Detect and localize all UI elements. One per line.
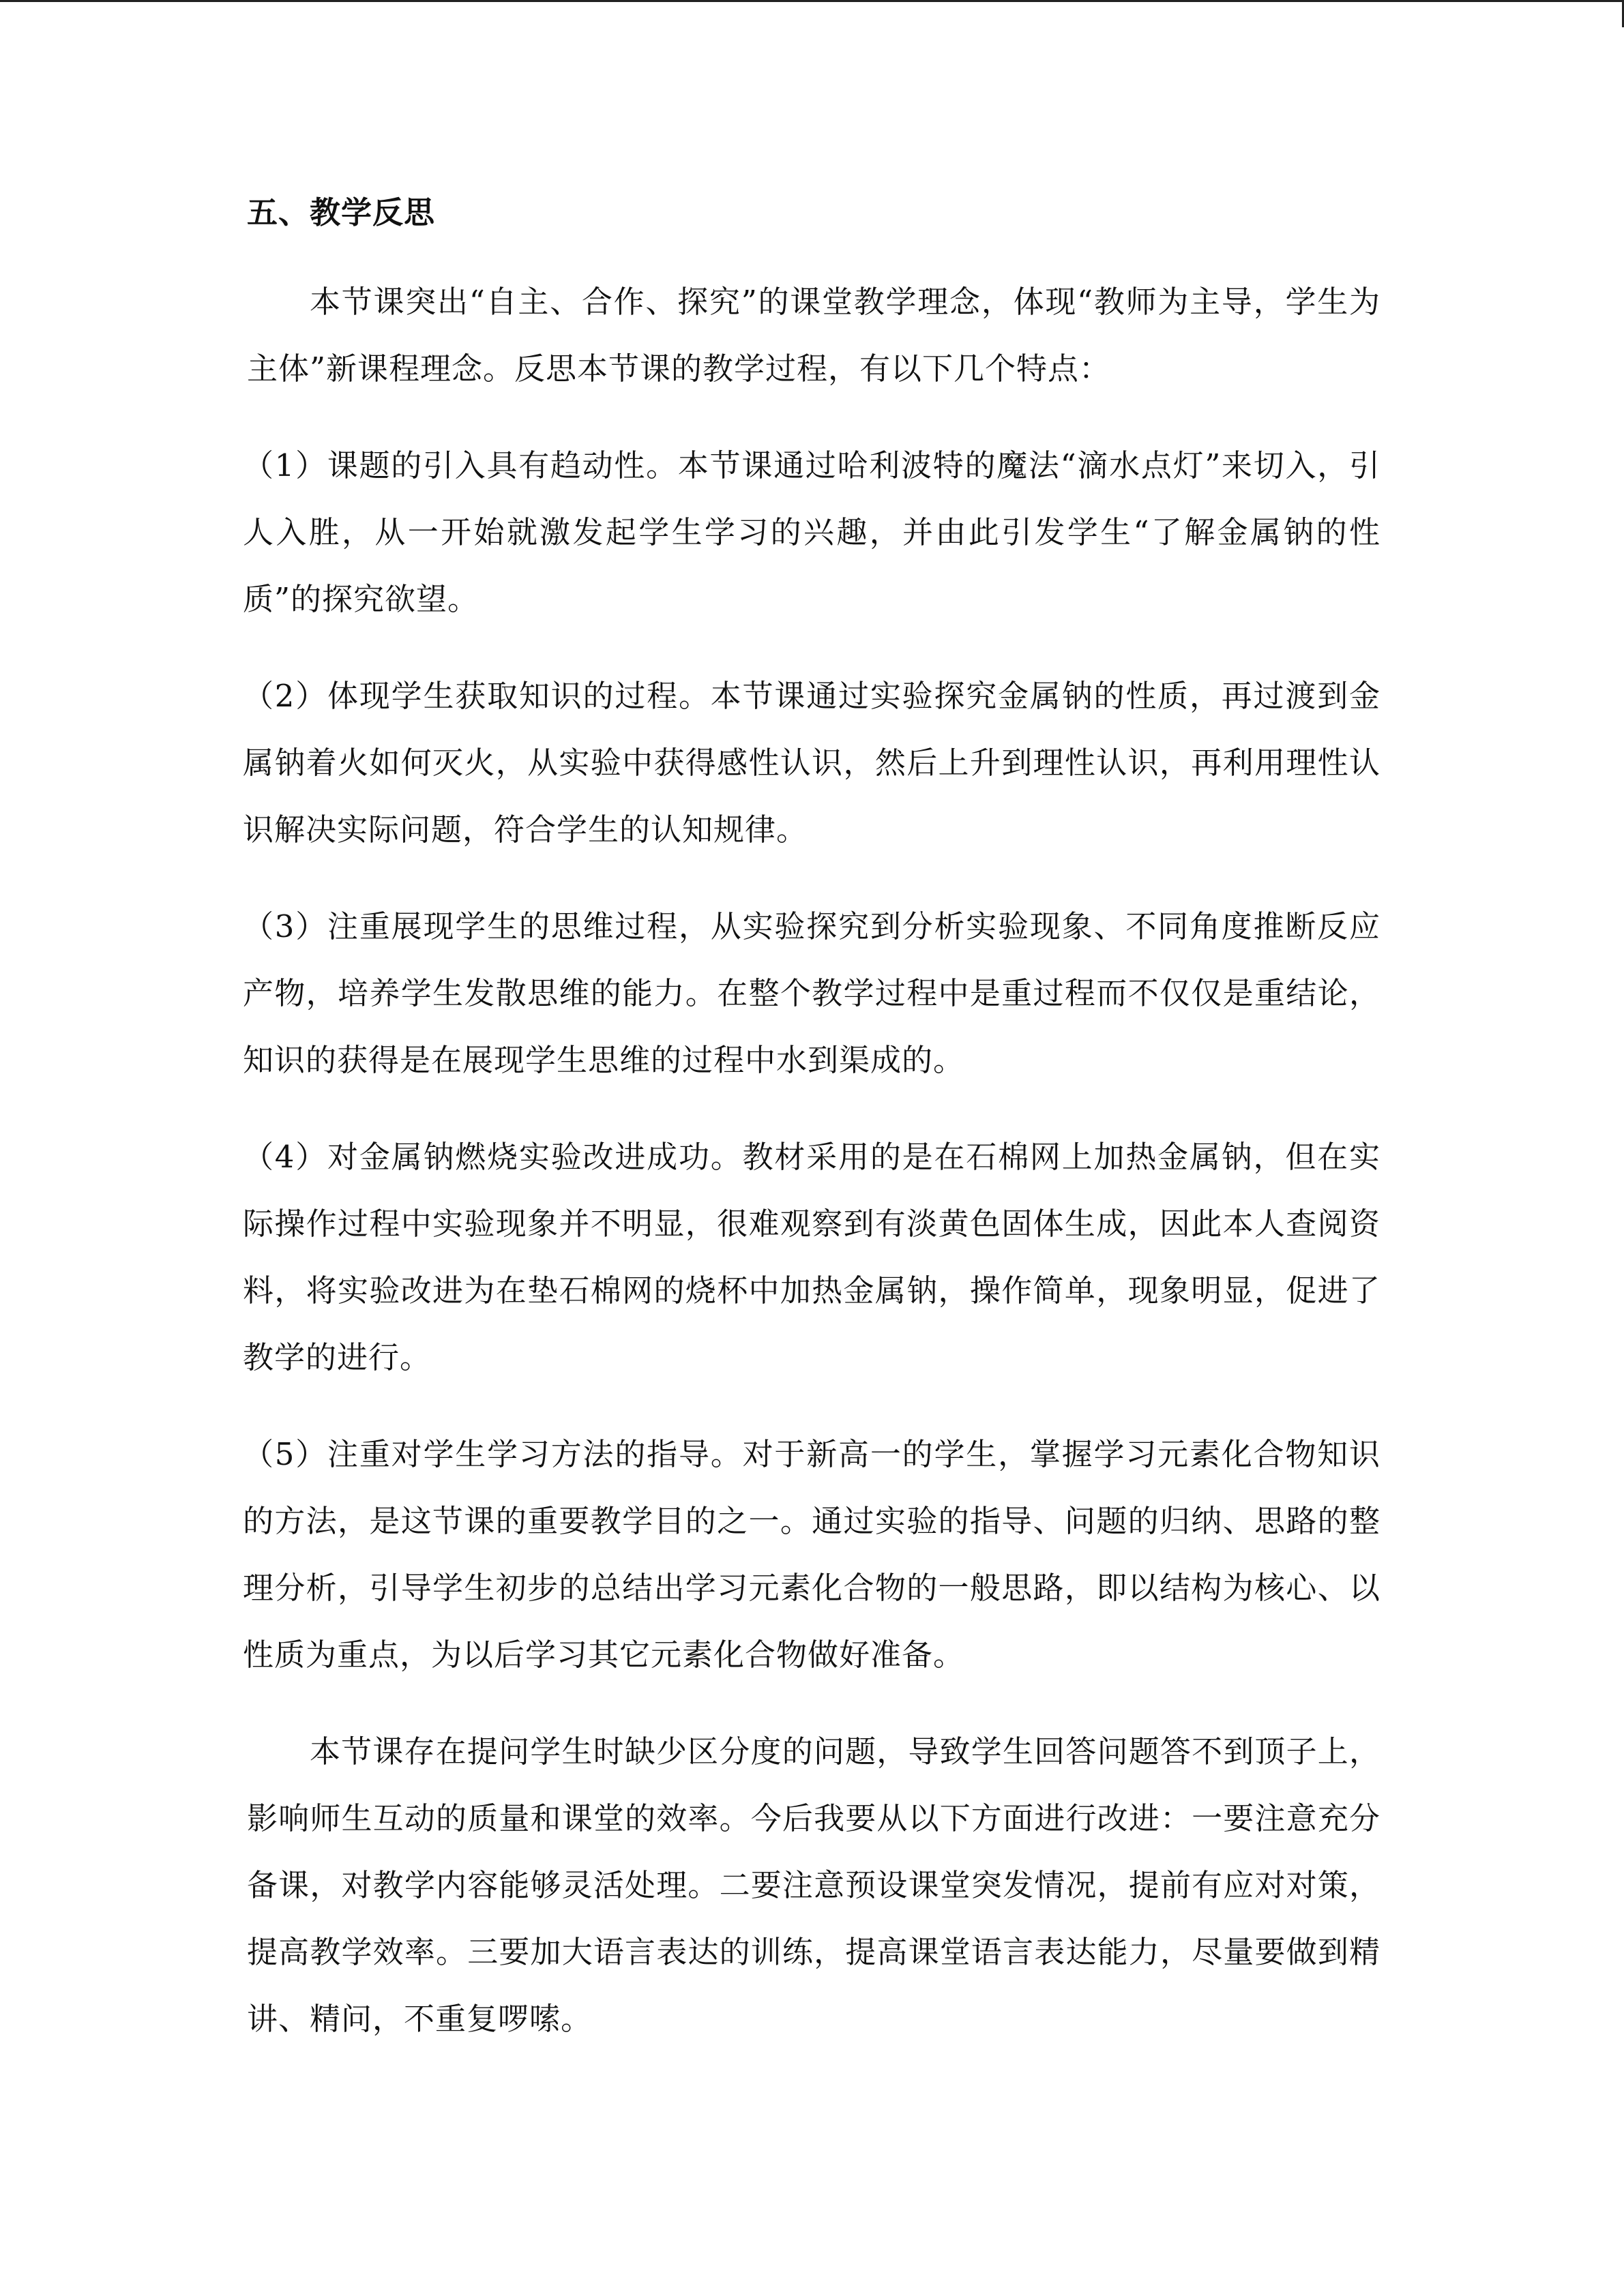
feature-point-2: （2）体现学生获取知识的过程。本节课通过实验探究金属钠的性质，再过渡到金属钠着火如何灭火，从实验中获得感性认识，然后上升到理性认识，再利用理性认识解决实际问题，符合学生的认知规律。 xyxy=(243,678,1381,848)
intro-paragraph: 本节课突出“自主、合作、探究”的课堂教学理念，体现“教师为主导，学生为主体”新课程理念。反思本节课的教学过程，有以下几个特点： xyxy=(247,284,1381,387)
document-body xyxy=(243,192,1381,2083)
feature-point-3: （3）注重展现学生的思维过程，从实验探究到分析实验现象、不同角度推断反应产物，培养学生发散思维的能力。在整个教学过程中是重过程而不仅仅是重结论，知识的获得是在展现学生思维的过程中水到渠成的。 xyxy=(243,908,1381,1078)
feature-point-4: （4）对金属钠燃烧实验改进成功。教材采用的是在石棉网上加热金属钠，但在实际操作过程中实验现象并不明显，很难观察到有淡黄色固体生成，因此本人查阅资料，将实验改进为在垫石棉网的烧杯中加热金属钠，操作简单，现象明显，促进了教学的进行。 xyxy=(243,1139,1381,1375)
top-border-line xyxy=(0,0,1624,2)
feature-point-1: （1）课题的引入具有趋动性。本节课通过哈利波特的魔法“滴水点灯”来切入，引人入胜，从一开始就激发起学生学习的兴趣，并由此引发学生“了解金属钠的性质”的探究欲望。 xyxy=(243,447,1381,617)
feature-point-5: （5）注重对学生学习方法的指导。对于新高一的学生，掌握学习元素化合物知识的方法，是这节课的重要教学目的之一。通过实验的指导、问题的归纳、思路的整理分析，引导学生初步的总结出学习元素化合物的一般思路，即以结构为核心、以性质为重点，为以后学习其它元素化合物做好准备。 xyxy=(243,1436,1381,1673)
improvement-paragraph: 本节课存在提问学生时缺少区分度的问题，导致学生回答问题答不到顶子上，影响师生互动的质量和课堂的效率。今后我要从以下方面进行改进：一要注意充分备课，对教学内容能够灵活处理。二要注意预设课堂突发情况，提前有应对对策，提高教学效率。三要加大语言表达的训练，提高课堂语言表达能力，尽量要做到精讲、精问，不重复啰嗦。 xyxy=(247,1733,1381,2037)
section-heading: 五、教学反思 xyxy=(247,194,436,230)
